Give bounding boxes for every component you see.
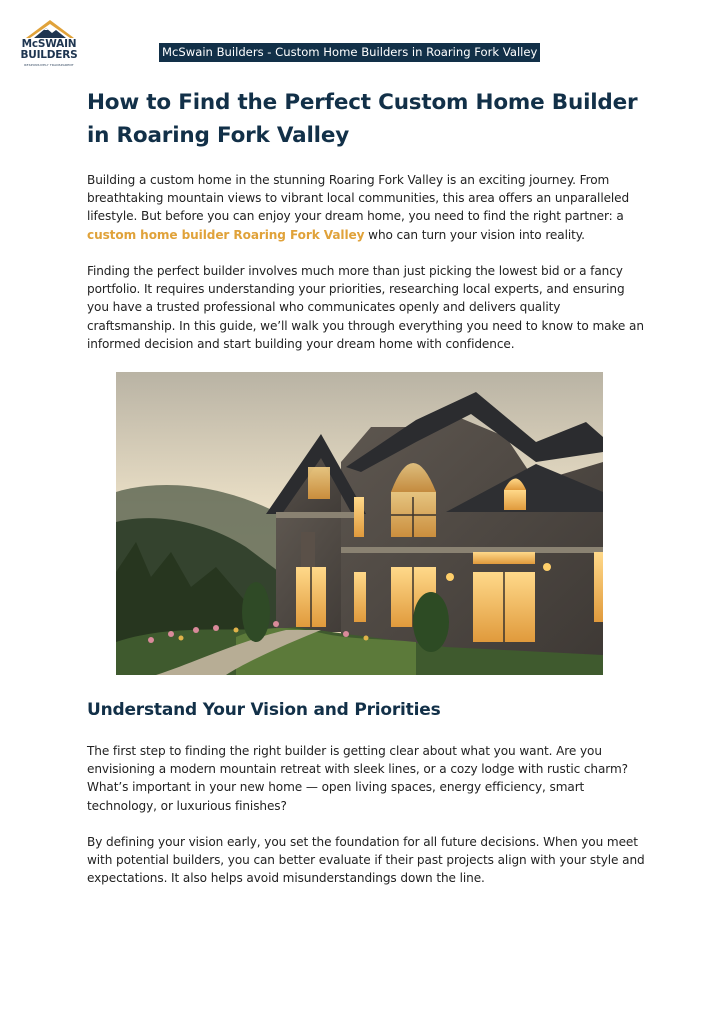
- intro-paragraph: [87, 171, 647, 244]
- logo-word-builders: BUILDERS: [20, 49, 78, 61]
- custom-home-builder-link[interactable]: custom home builder Roaring Fork Valley: [87, 227, 365, 242]
- intro-text-before-link: Building a custom home in the stunning Roaring Fork Valley is an exciting journey. From breathtaking mountain views to vibrant local communities, this area offers an unparalleled lifestyle. But before you can enjoy your dream home, you need to find the right partner: a: [87, 173, 630, 224]
- section-heading: Understand Your Vision and Priorities: [87, 700, 441, 720]
- mountain-roof-icon: [26, 18, 74, 40]
- company-logo[interactable]: [18, 18, 80, 68]
- body-paragraph-4: By defining your vision early, you set the foundation for all future decisions. When you meet with potential builders, you can better evaluate if their past projects align with your style and expectations. It also helps avoid misunderstandings down the line.: [87, 835, 645, 886]
- site-title-banner: McSwain Builders - Custom Home Builders in Roaring Fork Valley: [159, 43, 540, 62]
- article-title: How to Find the Perfect Custom Home Builder in Roaring Fork Valley: [87, 90, 638, 148]
- logo-word-mcswain: McSWAIN: [21, 38, 77, 50]
- house-photo: [116, 372, 603, 675]
- body-paragraph-2: Finding the perfect builder involves much more than just picking the lowest bid or a fancy portfolio. It requires understanding your priorities, researching local experts, and ensuring you have a trusted professional who communicates openly and delivers quality craftsmanship. In this guide, we’ll walk you through everything you need to know to make an informed decision and start building your dream home with confidence.: [87, 264, 644, 351]
- logo-tagline: RESPONSIVELY TRANSPARENT: [24, 63, 74, 67]
- intro-text-after-link: who can turn your vision into reality.: [364, 227, 585, 242]
- body-paragraph-3: The first step to finding the right builder is getting clear about what you want. Are you envisioning a modern mountain retreat with sleek lines, or a cozy lodge with rustic charm? What’s important in your new home — open living spaces, energy efficiency, smart technology, or luxurious finishes?: [87, 744, 628, 813]
